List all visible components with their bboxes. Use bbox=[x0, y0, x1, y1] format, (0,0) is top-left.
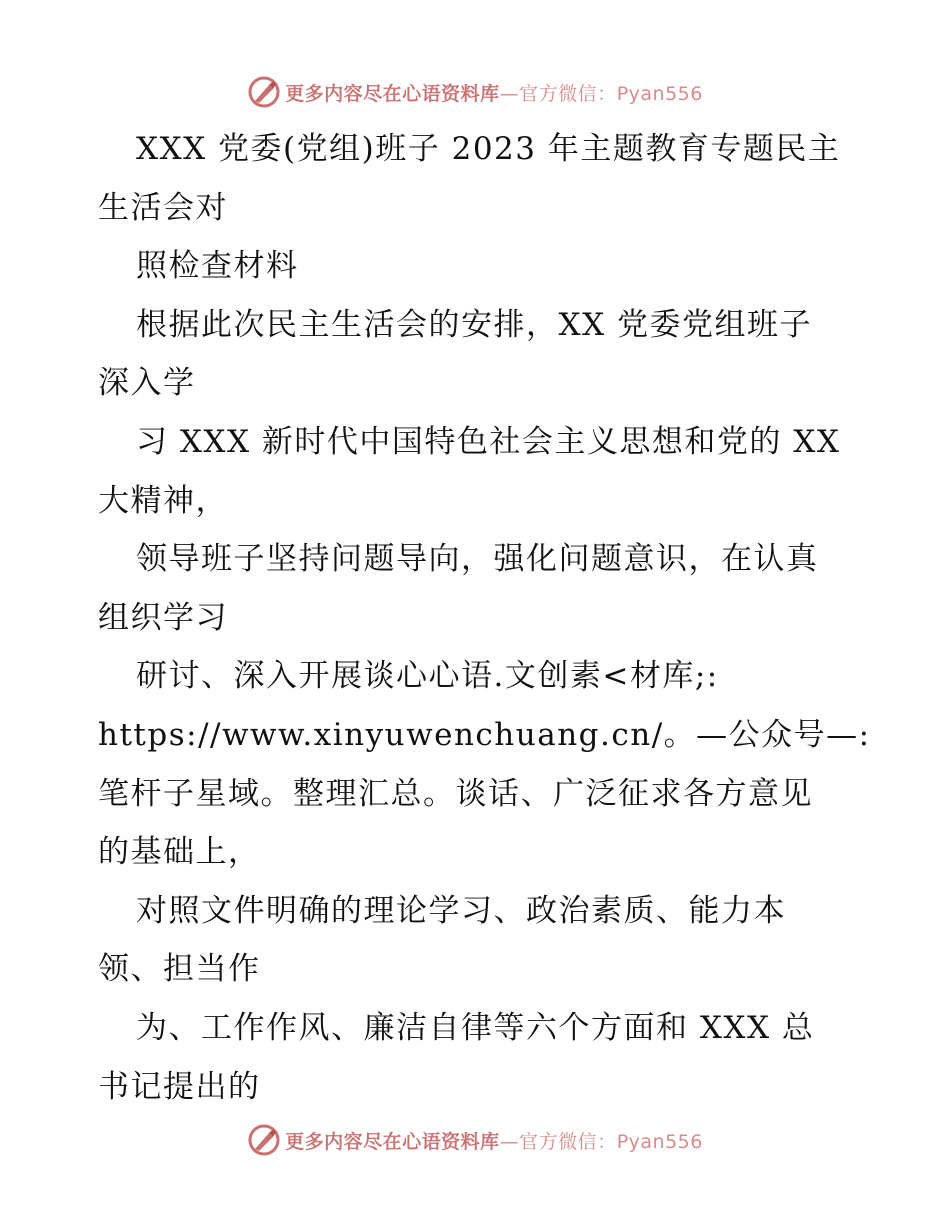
document-line: 书记提出的 bbox=[98, 1068, 261, 1105]
watermark-wechat-id: Pyan556 bbox=[616, 1130, 703, 1153]
document-line: 的基础上， bbox=[98, 834, 261, 871]
document-line: 笔杆子星域。整理汇总。谈话、广泛征求各方意见 bbox=[98, 775, 813, 812]
document-line: 根据此次民主生活会的安排，XX 党委党组班子 bbox=[136, 306, 812, 343]
watermark-banner-bottom bbox=[0, 1120, 950, 1160]
watermark-main-text: 更多内容尽在心语资料库 bbox=[285, 82, 500, 105]
watermark-wechat-label: 官方微信： bbox=[519, 82, 617, 105]
watermark-main-text: 更多内容尽在心语资料库 bbox=[285, 1130, 500, 1153]
document-line: https://www.xinyuwenchuang.cn/。—公众号—: bbox=[98, 716, 871, 753]
document-line: 研讨、深入开展谈心心语.文创素<材库;: bbox=[136, 658, 719, 695]
document-line: 组织学习 bbox=[98, 599, 228, 636]
watermark-wechat-label: 官方微信： bbox=[519, 1130, 617, 1153]
watermark-dash: — bbox=[499, 82, 520, 105]
document-line: 生活会对 bbox=[98, 189, 228, 226]
document-line: 习 XXX 新时代中国特色社会主义思想和党的 XX bbox=[136, 423, 841, 460]
document-line: 对照文件明确的理论学习、政治素质、能力本 bbox=[136, 892, 786, 929]
document-line: 领、担当作 bbox=[98, 951, 261, 988]
document-line: 为、工作作风、廉洁自律等六个方面和 XXX 总 bbox=[136, 1009, 815, 1046]
watermark-banner-top bbox=[0, 72, 950, 112]
watermark-dash: — bbox=[499, 1130, 520, 1153]
watermark-wechat-id: Pyan556 bbox=[616, 82, 703, 105]
document-body bbox=[98, 120, 871, 1116]
document-line: 大精神， bbox=[98, 482, 228, 519]
document-line: 照检查材料 bbox=[136, 248, 299, 285]
document-line: 深入学 bbox=[98, 365, 196, 402]
pen-logo-icon bbox=[247, 75, 281, 109]
pen-logo-icon bbox=[247, 1123, 281, 1157]
document-line: XXX 党委(党组)班子 2023 年主题教育专题民主 bbox=[136, 131, 841, 167]
document-line: 领导班子坚持问题导向，强化问题意识，在认真 bbox=[136, 541, 819, 578]
